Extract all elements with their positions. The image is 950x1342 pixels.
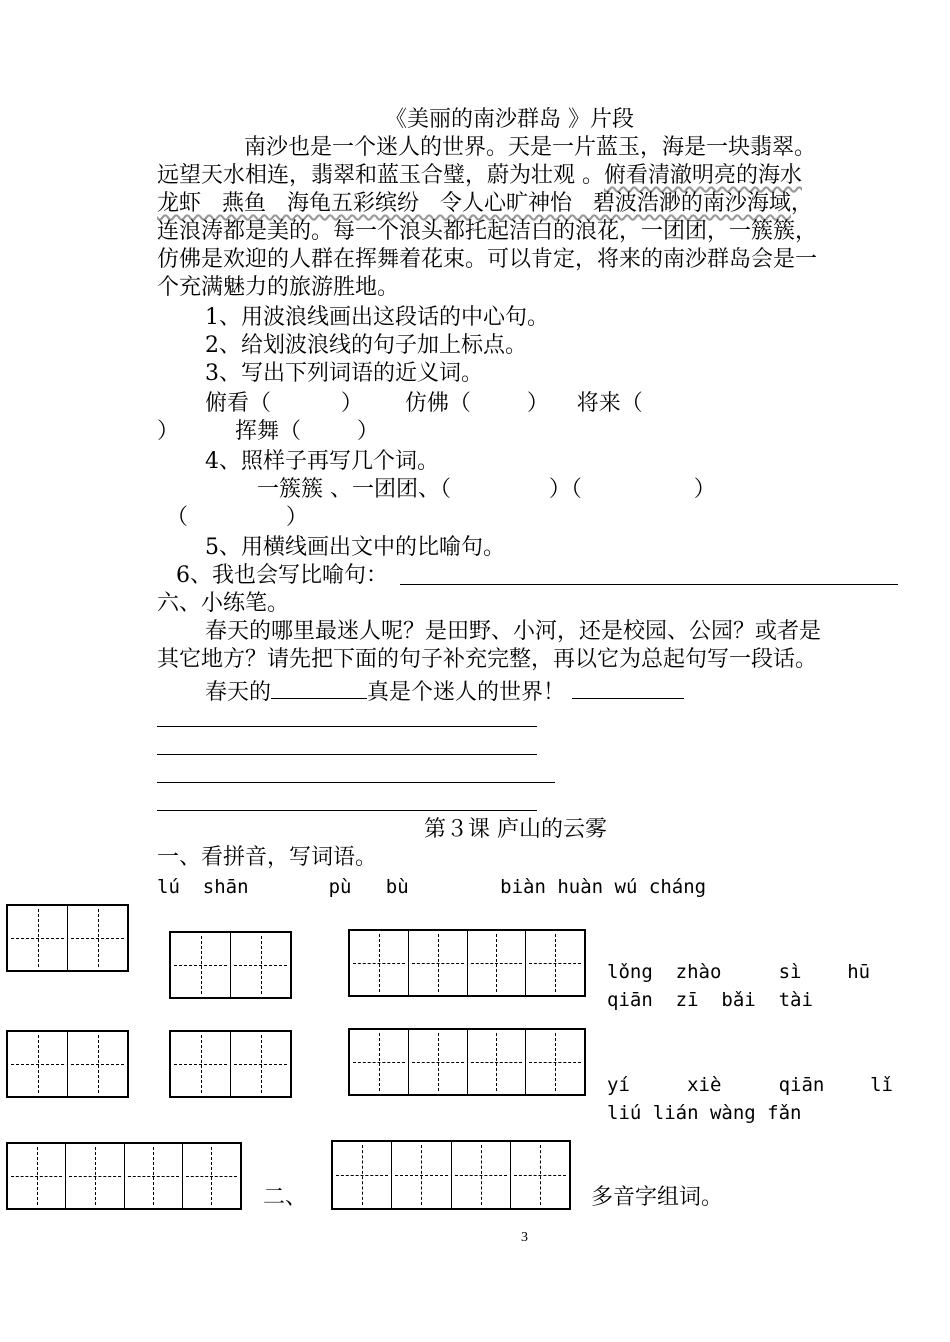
writing-grid[interactable] bbox=[348, 929, 586, 997]
question-4: 4、照样子再写几个词。 bbox=[205, 449, 439, 474]
answer-line[interactable] bbox=[400, 584, 898, 585]
topic-sentence bbox=[205, 676, 684, 707]
synonym-row: ） 挥舞（ ） bbox=[157, 419, 379, 444]
writing-grid[interactable] bbox=[6, 1030, 129, 1098]
pinyin-row: liú lián wàng fǎn bbox=[607, 1102, 802, 1124]
writing-grid[interactable] bbox=[6, 904, 129, 972]
writing-line[interactable] bbox=[157, 726, 537, 727]
writing-prompt: 其它地方？请先把下面的句子补充完整，再以它为总起句写一段话。 bbox=[157, 647, 818, 672]
synonym-row: 俯看（ ） 仿佛（ ） 将来（ bbox=[205, 391, 643, 416]
page-number: 3 bbox=[521, 1230, 528, 1245]
passage-line: 个充满魅力的旅游胜地。 bbox=[157, 275, 400, 300]
writing-line[interactable] bbox=[157, 754, 537, 755]
question-2: 2、给划波浪线的句子加上标点。 bbox=[205, 333, 527, 358]
lesson-title: 第３课 庐山的云雾 bbox=[424, 817, 607, 842]
writing-grid[interactable] bbox=[169, 1030, 292, 1098]
question-1: 1、用波浪线画出这段话的中心句。 bbox=[205, 305, 549, 330]
writing-grid[interactable] bbox=[169, 931, 292, 999]
writing-grid[interactable] bbox=[6, 1142, 242, 1210]
passage-line: 仿佛是欢迎的人群在挥舞着花束。可以肯定，将来的南沙群岛会是一 bbox=[157, 247, 818, 272]
central-sentence-wavy: 龙虾 燕鱼 海龟五彩缤纷 令人心旷神怡 碧波浩渺的南沙海域 bbox=[157, 191, 791, 216]
writing-grid[interactable] bbox=[348, 1028, 586, 1096]
writing-line[interactable] bbox=[157, 810, 537, 811]
part-heading: 二、 bbox=[263, 1185, 308, 1210]
central-sentence-wavy: 俯看清澈明亮的海水 bbox=[604, 163, 803, 188]
question-5: 5、用横线画出文中的比喻句。 bbox=[205, 535, 505, 560]
passage-line bbox=[157, 190, 813, 218]
fill-blank[interactable] bbox=[572, 676, 684, 699]
passage-text: ， bbox=[790, 191, 813, 216]
writing-grid[interactable] bbox=[331, 1140, 571, 1210]
passage-text: 远望天水相连，翡翠和蓝玉合璧，蔚为壮观 。 bbox=[157, 163, 604, 188]
question-3: 3、写出下列词语的近义词。 bbox=[205, 361, 483, 386]
topic-sentence-start: 春天的 bbox=[205, 680, 272, 705]
passage-line: 南沙也是一个迷人的世界。天是一片蓝玉，海是一块翡翠。 bbox=[244, 135, 817, 160]
word-pattern-row: 一簇簇 、一团团、（ ）（ ） bbox=[257, 477, 716, 502]
word-pattern-row: （ ） bbox=[166, 505, 308, 530]
pinyin-row: lǒng zhào sì hū bbox=[607, 961, 871, 983]
pinyin-row: lú shān pù bù biàn huàn wú cháng bbox=[157, 876, 707, 898]
fill-blank[interactable] bbox=[271, 676, 367, 699]
passage-title: 《美丽的南沙群岛 》片段 bbox=[385, 107, 634, 132]
polyphone-heading: 多音字组词。 bbox=[591, 1185, 724, 1210]
passage-line: 连浪涛都是美的。每一个浪头都托起洁白的浪花，一团团，一簇簇， bbox=[157, 219, 818, 244]
writing-line[interactable] bbox=[157, 782, 555, 783]
topic-sentence-end: 真是个迷人的世界！ bbox=[367, 680, 566, 705]
passage-line bbox=[157, 162, 802, 190]
pinyin-row: qiān zī bǎi tài bbox=[607, 989, 813, 1011]
part-heading: 一、看拼音，写词语。 bbox=[157, 845, 378, 870]
section-heading: 六、小练笔。 bbox=[157, 591, 290, 616]
question-6: 6、我也会写比喻句： bbox=[176, 563, 388, 588]
writing-prompt: 春天的哪里最迷人呢？是田野、小河，还是校园、公园？或者是 bbox=[205, 619, 822, 644]
pinyin-row: yí xiè qiān lǐ bbox=[607, 1074, 893, 1096]
